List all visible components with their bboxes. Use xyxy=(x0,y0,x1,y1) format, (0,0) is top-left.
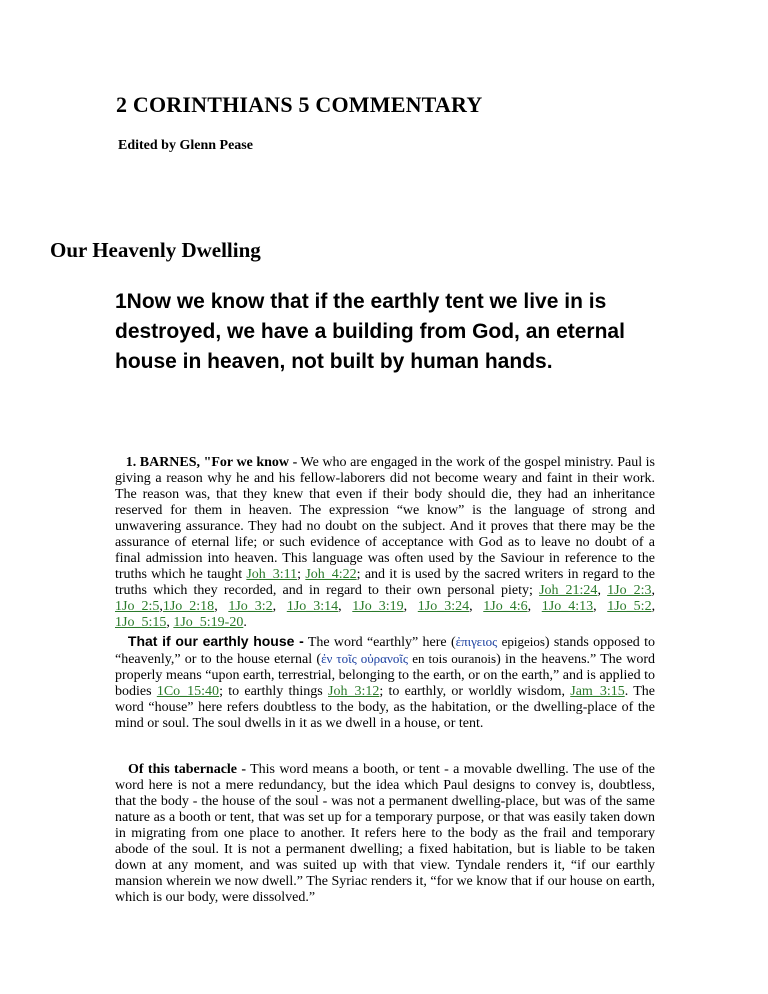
ref-link[interactable]: Jam_3:15 xyxy=(570,684,625,699)
ref-link[interactable]: 1Jo_5:2 xyxy=(607,599,652,614)
separator: , xyxy=(272,599,287,614)
editor-credit: Edited by Glenn Pease xyxy=(118,138,253,153)
greek-term: ἐν τοῖς οὐρανοῖς xyxy=(321,651,409,666)
separator: , xyxy=(469,599,484,614)
document-title: 2 CORINTHIANS 5 COMMENTARY xyxy=(116,92,483,117)
section-heading: Our Heavenly Dwelling xyxy=(50,238,261,262)
barnes-label: 1. BARNES, "For we know - xyxy=(125,455,298,470)
earthly-text-d: ; to earthly things xyxy=(219,684,329,699)
ref-link[interactable]: 1Jo_4:6 xyxy=(483,599,528,614)
ref-link[interactable]: 1Jo_5:15 xyxy=(115,615,167,630)
ref-link[interactable]: Joh_4:22 xyxy=(305,567,357,582)
ref-link[interactable]: 1Jo_2:3 xyxy=(607,583,652,598)
ref-link[interactable]: 1Jo_3:14 xyxy=(286,599,339,614)
earthly-text-b: ) stands opposed to “heavenly,” or to the house eternal ( xyxy=(115,635,655,667)
ref-link[interactable]: 1Jo_3:19 xyxy=(352,599,404,614)
earthly-house-label: That if our earthly house - xyxy=(127,633,304,649)
separator: , xyxy=(651,583,655,598)
ref-link[interactable]: 1Jo_3:2 xyxy=(228,599,273,614)
verse-text: 1Now we know that if the earthly tent we live in is destroyed, we have a building from God, an eternal house in heaven, not built by human hands. xyxy=(115,290,625,373)
separator: , xyxy=(593,599,608,614)
separator: , xyxy=(597,583,608,598)
transliteration: epigeios xyxy=(501,634,545,649)
ref-link[interactable]: 1Jo_3:24 xyxy=(417,599,470,614)
earthly-text-e: ; to earthly, or worldly wisdom, xyxy=(379,684,571,699)
separator: ; xyxy=(297,567,306,582)
separator: , xyxy=(166,615,174,630)
separator: , xyxy=(338,599,353,614)
ref-link[interactable]: 1Jo_4:13 xyxy=(541,599,594,614)
transliteration: en tois ouranois xyxy=(412,651,497,666)
ref-link[interactable]: Joh_3:12 xyxy=(328,684,380,699)
earthly-text-a: The word “earthly” here ( xyxy=(303,635,456,650)
ref-link[interactable]: Joh_21:24 xyxy=(539,583,598,598)
tabernacle-paragraph xyxy=(115,762,655,906)
tabernacle-text: This word means a booth, or tent - a movable dwelling. The use of the word here is not a mere redundancy, but the idea which Paul designs to convey is, doubtless, that the body - the house of the soul - was not a permanent dwelling-place, but was of the same nature as a booth or tent, that was set up for a temporary purpose, or that was easily taken down in migrating from one place to another. It refers here to the body as the frail and temporary abode of the soul. It is not a permanent dwelling; a fixed habitation, but is liable to be taken down at any moment, and was suited up with that view. Tyndale renders it, “if our earthly mansion wherein we now dwell.” The Syriac renders it, “for we know that if our house on earth, which is our body, were dissolved.” xyxy=(115,762,656,905)
ref-link[interactable]: 1Jo_2:18 xyxy=(162,599,215,614)
barnes-paragraph: 1. BARNES, "For we know - We who are engaged in the work of the gospel ministry. Paul is giving a reason why he and his fellow-laborers did not become weary and faint in their work. The reason was, that they knew that even if their body should die, they had an inheritance reserved for them in heaven. The expression “we know” is the language of strong and unwavering assurance. They had no doubt on the subject. And it proves that there may be the assurance of eternal life; or such evidence of acceptance with God as to leave no doubt of a final admission into heaven. This language was often used by the Saviour in reference to the truths which he taught Joh_3:11; Joh_4:22; and it is used by the sacred writers in regard to the truths which they recorded, and in regard to their own personal piety; Joh_21:24, 1Jo_2:3, 1Jo_2:5,1Jo_2:18, 1Jo_3:2, 1Jo_3:14, 1Jo_3:19, 1Jo_3:24, 1Jo_4:6, 1Jo_4:13, 1Jo_5:2, 1Jo_5:15, 1Jo_5:19-20. xyxy=(115,455,656,630)
separator: , xyxy=(403,599,418,614)
tabernacle-label: Of this tabernacle - xyxy=(128,762,247,777)
earthly-text-f: . The word “house” here refers doubtless to the body, as the habitation, or the dwelling-place of the mind or soul. The soul dwells in it as we dwell in a house, or tent. xyxy=(115,684,655,731)
ref-link[interactable]: 1Jo_5:19-20 xyxy=(173,615,244,630)
ref-link[interactable]: Joh_3:11 xyxy=(246,567,298,582)
greek-term: ἐπιγειος xyxy=(455,634,498,649)
earthly-text-c: ) in the heavens.” The word properly means “upon earth, terrestrial, belonging to the earth, or on the earth,” and is applied to bodies xyxy=(115,652,656,699)
ref-link[interactable]: 1Co_15:40 xyxy=(156,684,220,699)
earthly-house-paragraph xyxy=(115,633,655,732)
separator: , xyxy=(651,599,656,614)
barnes-text-a: We who are engaged in the work of the gospel ministry. Paul is giving a reason why he and his fellow-laborers did not become weary and faint in their work. The reason was, that they knew that even if their body should die, they had an inheritance reserved for them in heaven. The expression “we know” is the language of strong and unwavering assurance. They had no doubt on the subject. And it proves that there may be the assurance of eternal life; or such evidence of acceptance with God as to leave no doubt of a final admission into heaven. This language was often used by the Saviour in reference to the truths which he taught xyxy=(115,455,656,582)
barnes-text-b: ; and it is used by the sacred writers in regard to the truths which they recorded, and in regard to their own personal piety; xyxy=(115,567,656,598)
separator: , xyxy=(527,599,542,614)
separator: , xyxy=(159,599,163,614)
ref-link[interactable]: 1Jo_2:5 xyxy=(115,599,160,614)
separator: , xyxy=(214,599,229,614)
